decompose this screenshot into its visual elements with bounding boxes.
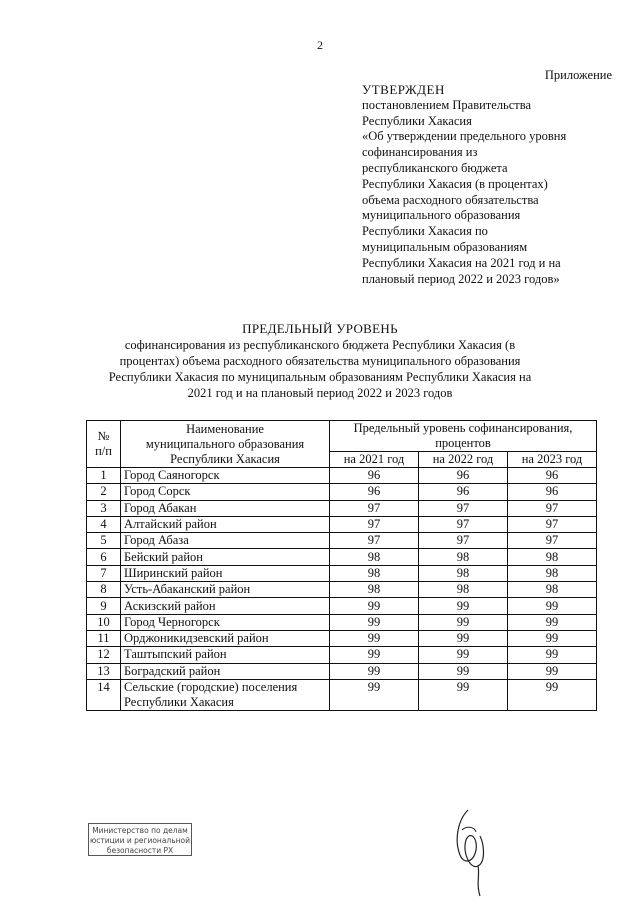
appendix-label: Приложение [544,68,612,82]
row-value-2023: 98 [508,549,597,565]
approval-line: софинансирования из [362,145,478,160]
row-value-2023: 98 [508,565,597,581]
row-number: 1 [87,468,121,484]
row-number: 13 [87,663,121,679]
approval-line: плановый период 2022 и 2023 годов» [362,271,560,286]
row-number: 8 [87,582,121,598]
row-value-2021: 99 [330,647,419,663]
row-municipality: Таштыпский район [121,647,330,663]
row-number: 5 [87,533,121,549]
approval-block [362,82,622,287]
table-row [87,468,597,484]
row-value-2022: 99 [419,663,508,679]
approval-line: муниципальным образованиям [362,239,528,254]
approval-line: республиканского бюджета [362,160,508,175]
row-value-2021: 99 [330,679,419,710]
table-body-last [87,679,597,710]
row-number: 14 [87,679,121,710]
header-year-2023: на 2023 год [508,452,597,468]
row-municipality: Алтайский район [121,516,330,532]
row-value-2021: 99 [330,663,419,679]
row-value-2022: 98 [419,549,508,565]
row-value-2022: 98 [419,582,508,598]
cofinancing-table [86,420,597,711]
row-municipality: Город Абаза [121,533,330,549]
table-row [87,598,597,614]
row-number: 4 [87,516,121,532]
row-value-2023: 99 [508,647,597,663]
row-municipality: Сельские (городские) поселения Республики Хакасия [121,679,330,710]
row-value-2021: 96 [330,484,419,500]
row-number: 7 [87,565,121,581]
row-value-2023: 97 [508,516,597,532]
table-row [87,549,597,565]
row-value-2023: 99 [508,614,597,630]
row-number: 2 [87,484,121,500]
row-number: 10 [87,614,121,630]
row-value-2022: 99 [419,598,508,614]
table-row [87,500,597,516]
header-number: № п/п [87,421,121,468]
row-value-2022: 99 [419,614,508,630]
row-value-2021: 98 [330,565,419,581]
row-number: 9 [87,598,121,614]
row-value-2023: 96 [508,468,597,484]
row-number: 11 [87,630,121,646]
document-title: ПРЕДЕЛЬНЫЙ УРОВЕНЬ [242,321,398,336]
table-row [87,614,597,630]
row-municipality: Город Черногорск [121,614,330,630]
row-value-2022: 99 [419,630,508,646]
header-year-2022: на 2022 год [419,452,508,468]
table-row [87,565,597,581]
row-municipality: Усть-Абаканский район [121,582,330,598]
row-value-2023: 99 [508,663,597,679]
row-municipality: Город Сорск [121,484,330,500]
subtitle-line: софинансирования из республиканского бюджета Республики Хакасия (в [124,338,516,352]
table-row [87,484,597,500]
subtitle-line: 2021 год и на плановый период 2022 и 2023 годов [187,386,453,400]
row-value-2021: 97 [330,516,419,532]
row-value-2023: 99 [508,598,597,614]
row-municipality: Боградский район [121,663,330,679]
table-row [87,582,597,598]
row-value-2021: 97 [330,533,419,549]
row-municipality: Аскизский район [121,598,330,614]
table-row [87,663,597,679]
header-year-2021: на 2021 год [330,452,419,468]
table-row [87,679,597,710]
row-number: 6 [87,549,121,565]
row-value-2021: 98 [330,582,419,598]
row-value-2023: 97 [508,533,597,549]
row-municipality: Ширинский район [121,565,330,581]
row-municipality: Город Саяногорск [121,468,330,484]
row-value-2022: 96 [419,468,508,484]
row-municipality: Город Абакан [121,500,330,516]
row-value-2021: 96 [330,468,419,484]
row-value-2021: 97 [330,500,419,516]
row-value-2023: 99 [508,679,597,710]
signature [440,800,500,900]
approval-line: «Об утверждении предельного уровня [362,129,567,144]
row-value-2022: 99 [419,647,508,663]
table-body [87,468,597,680]
header-limit-level: Предельный уровень софинансирования, процентов [330,421,597,452]
approval-line: Республики Хакасия на 2021 год и на [362,255,561,270]
page-number: 2 [317,38,323,52]
stamp-line: юстиции и региональной [89,836,191,845]
table-row [87,533,597,549]
table-row [87,630,597,646]
row-value-2022: 96 [419,484,508,500]
approval-line: объема расходного обязательства [362,192,539,207]
subtitle-line: процентах) объема расходного обязательства муниципального образования [119,354,521,368]
row-value-2022: 98 [419,565,508,581]
table-header-row [87,421,597,452]
row-value-2022: 99 [419,679,508,710]
stamp-line: безопасности РХ [106,846,174,855]
row-value-2023: 99 [508,630,597,646]
approval-line: постановлением Правительства [362,97,532,112]
subtitle-line: Республики Хакасия по муниципальным образованиям Республики Хакасия на [108,370,532,384]
approval-line: Республики Хакасия (в процентах) [362,176,548,191]
row-value-2023: 96 [508,484,597,500]
approval-line: муниципального образования [362,208,521,223]
table-row [87,516,597,532]
row-value-2022: 97 [419,516,508,532]
ministry-stamp [88,823,192,856]
row-municipality: Орджоникидзевский район [121,630,330,646]
row-number: 3 [87,500,121,516]
document-subtitle [95,337,545,401]
approval-heading: УТВЕРЖДЕН [362,82,445,97]
row-value-2022: 97 [419,533,508,549]
approval-line: Республики Хакасия [362,113,472,128]
table-row [87,647,597,663]
row-value-2021: 99 [330,598,419,614]
row-number: 12 [87,647,121,663]
stamp-line: Министерство по делам [92,826,188,835]
row-value-2023: 97 [508,500,597,516]
row-value-2023: 98 [508,582,597,598]
row-value-2021: 99 [330,630,419,646]
header-municipality: Наименование муниципального образования Республики Хакасия [121,421,330,468]
approval-line: Республики Хакасия по [362,224,488,239]
row-value-2022: 97 [419,500,508,516]
row-value-2021: 99 [330,614,419,630]
row-municipality: Бейский район [121,549,330,565]
row-value-2021: 98 [330,549,419,565]
